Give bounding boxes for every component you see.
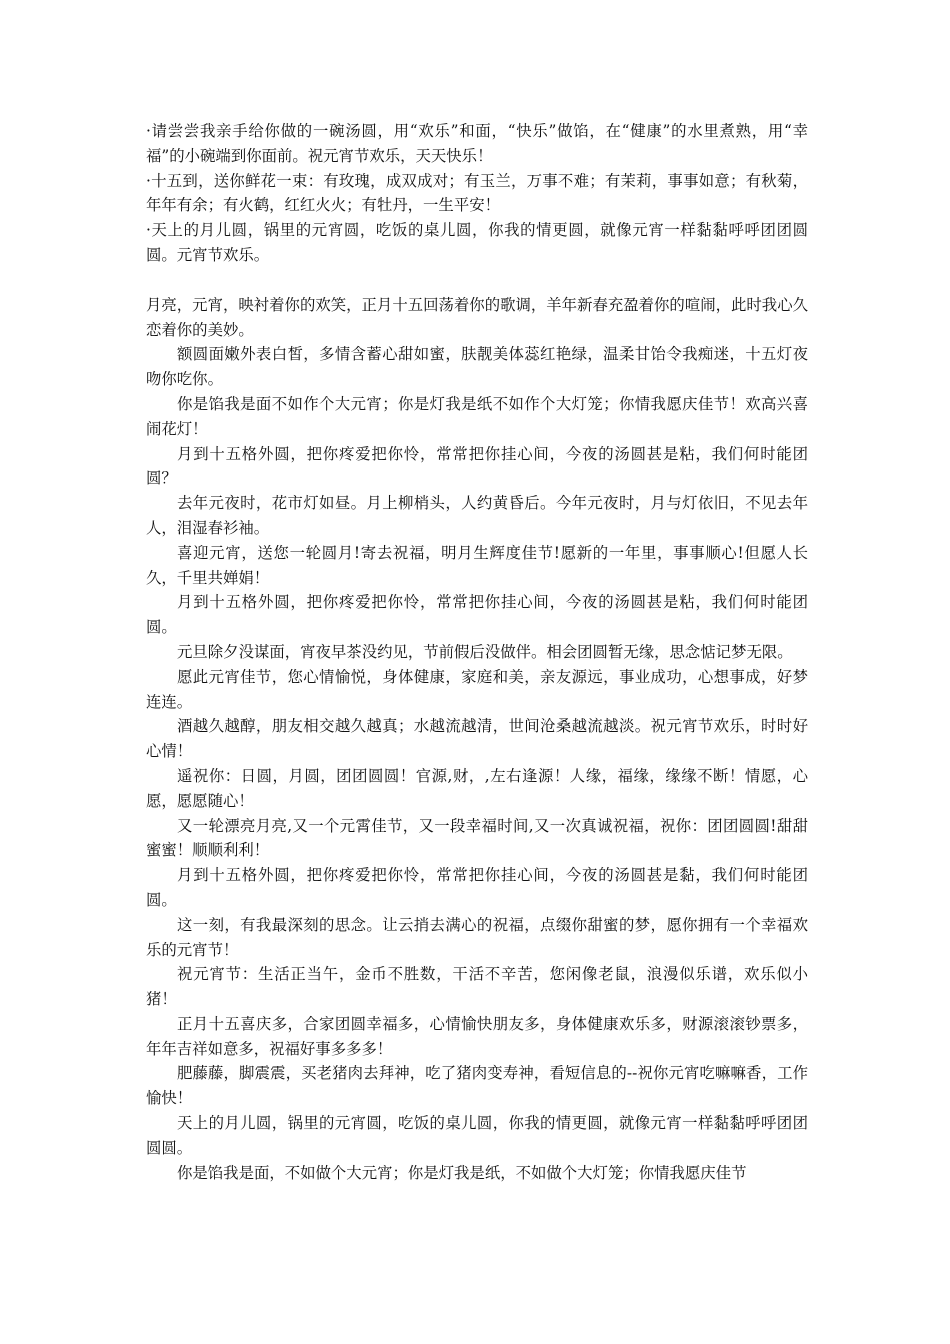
bullet-paragraph: ·十五到，送你鲜花一束：有玫瑰，成双成对；有玉兰，万事不难；有茉莉，事事如意；有秋菊，年年有余；有火鹤，红红火火；有牡丹，一生平安！ bbox=[146, 171, 808, 215]
body-paragraph: 酒越久越醇，朋友相交越久越真；水越流越清，世间沧桑越流越淡。祝元宵节欢乐，时时好心情！ bbox=[146, 717, 808, 761]
body-paragraph: 肥藤藤，脚震震，买老猪肉去拜神，吃了猪肉变寿神，看短信息的--祝你元宵吃嘛嘛香，工作愉快！ bbox=[146, 1064, 808, 1108]
body-paragraph: 你是馅我是面不如作个大元宵；你是灯我是纸不如作个大灯笼；你情我愿庆佳节！欢高兴喜闹花灯！ bbox=[146, 394, 808, 438]
intro-paragraph: 月亮，元宵，映衬着你的欢笑，正月十五回荡着你的歌调，羊年新春充盈着你的喧闹，此时我心久恋着你的美妙。 bbox=[146, 295, 808, 339]
body-paragraph: 你是馅我是面，不如做个大元宵；你是灯我是纸，不如做个大灯笼；你情我愿庆佳节 bbox=[177, 1163, 747, 1182]
body-paragraph: 额圆面嫩外表白皙，多情含蓄心甜如蜜，肤靓美体蕊红艳绿，温柔甘饴令我痴迷，十五灯夜吻你吃你。 bbox=[146, 345, 808, 389]
body-paragraph: 祝元宵节：生活正当午，金币不胜数，干活不辛苦，您闲像老鼠，浪漫似乐谱，欢乐似小猪！ bbox=[146, 965, 808, 1009]
body-paragraph: 喜迎元宵，送您一轮圆月!寄去祝福，明月生辉度佳节!愿新的一年里，事事顺心!但愿人长久，千里共婵娟！ bbox=[146, 543, 808, 587]
body-paragraph: 去年元夜时，花市灯如昼。月上柳梢头，人约黄昏后。今年元夜时，月与灯依旧，不见去年人，泪湿春衫袖。 bbox=[146, 494, 808, 537]
blank-line bbox=[146, 268, 808, 293]
body-paragraph: 正月十五喜庆多，合家团圆幸福多，心情愉快朋友多，身体健康欢乐多，财源滚滚钞票多，年年吉祥如意多，祝福好事多多多！ bbox=[146, 1014, 808, 1058]
document-page bbox=[146, 119, 808, 1185]
body-paragraph: 月到十五格外圆，把你疼爱把你怜，常常把你挂心间，今夜的汤圆甚是粘，我们何时能团圆。 bbox=[146, 593, 808, 637]
body-paragraph: 这一刻，有我最深刻的思念。让云捎去满心的祝福，点缀你甜蜜的梦，愿你拥有一个幸福欢乐的元宵节！ bbox=[146, 915, 808, 959]
bullet-paragraph: ·请尝尝我亲手给你做的一碗汤圆，用“欢乐”和面，“快乐”做馅，在“健康”的水里煮熟，用“幸福”的小碗端到你面前。祝元宵节欢乐，天天快乐！ bbox=[146, 122, 808, 165]
body-paragraph: 愿此元宵佳节，您心情愉悦，身体健康，家庭和美，亲友源远，事业成功，心想事成，好梦连连。 bbox=[146, 667, 808, 711]
bullet-paragraph: ·天上的月儿圆，锅里的元宵圆，吃饭的桌儿圆，你我的情更圆，就像元宵一样黏黏呼呼团团圆圆。元宵节欢乐。 bbox=[146, 221, 808, 264]
body-paragraph: 遥祝你：日圆，月圆，团团圆圆！官源,财，,左右逢源！人缘，福缘，缘缘不断！情愿，心愿，愿愿随心！ bbox=[146, 766, 808, 810]
body-paragraph: 月到十五格外圆，把你疼爱把你怜，常常把你挂心间，今夜的汤圆甚是粘，我们何时能团圆？ bbox=[146, 444, 808, 488]
body-paragraph: 天上的月儿圆，锅里的元宵圆，吃饭的桌儿圆，你我的情更圆，就像元宵一样黏黏呼呼团团圆圆。 bbox=[146, 1114, 808, 1157]
body-paragraph: 元旦除夕没谋面，宵夜早茶没约见，节前假后没做伴。相会团圆暂无缘，思念惦记梦无限。 bbox=[177, 642, 793, 661]
body-paragraph: 又一轮漂亮月亮,又一个元霄佳节，又一段幸福时间,又一次真诚祝福，祝你：团团圆圆!甜甜蜜蜜！顺顺利利！ bbox=[146, 816, 808, 860]
body-paragraph: 月到十五格外圆，把你疼爱把你怜，常常把你挂心间，今夜的汤圆甚是黏，我们何时能团圆。 bbox=[146, 866, 808, 909]
